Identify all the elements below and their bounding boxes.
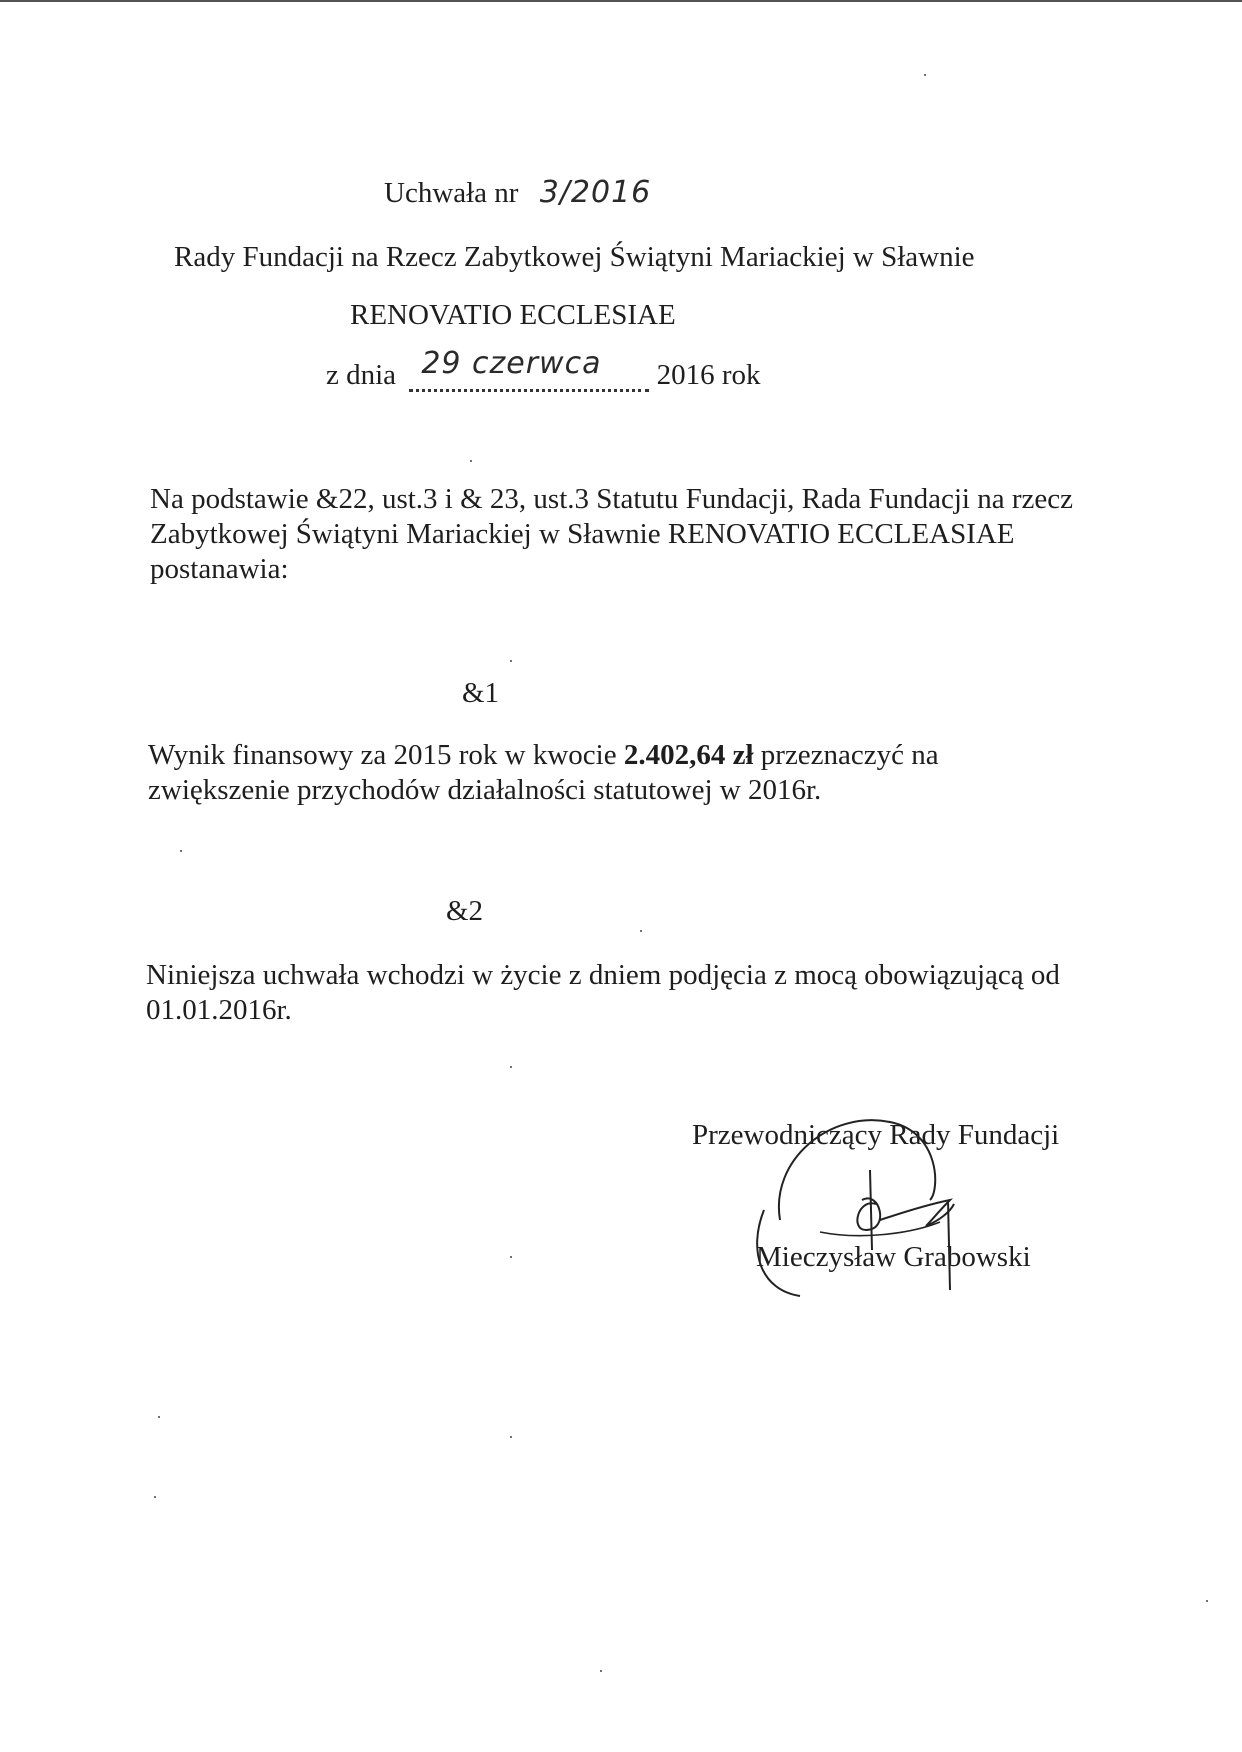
scan-speck (180, 850, 182, 852)
scan-speck (154, 1496, 156, 1498)
date-handwritten: 29 czerwca (421, 346, 602, 381)
resolution-number-handwritten: 3/2016 (539, 175, 652, 210)
section-1-line-2: zwiększenie przychodów działalności statutowej w 2016r. (148, 774, 822, 806)
date-prefix: z dnia (326, 359, 397, 391)
date-fill-line (409, 346, 649, 392)
section-1-line-1 (148, 738, 939, 773)
scan-speck (600, 1670, 602, 1672)
handwritten-signature (740, 1100, 980, 1300)
section-1-text-before: Wynik finansowy za 2015 rok w kwocie (148, 739, 617, 771)
section-1-heading: &1 (462, 677, 500, 709)
section-1-amount: 2.402,64 zł (623, 739, 754, 771)
preamble-line-2: Zabytkowej Świątyni Mariackiej w Sławnie RENOVATIO ECCLEASIAE (150, 518, 1015, 550)
section-2-body (146, 958, 1060, 1028)
section-1-text-after: przeznaczyć na (760, 739, 939, 771)
scan-speck (510, 1436, 512, 1438)
scan-speck (510, 1066, 512, 1068)
date-suffix: 2016 rok (656, 359, 761, 391)
scan-speck (510, 660, 512, 662)
scan-speck (470, 460, 472, 462)
resolution-title (384, 176, 651, 210)
scan-speck (1206, 1600, 1208, 1602)
scan-speck (924, 74, 926, 76)
resolution-title-prefix: Uchwała nr (384, 177, 519, 209)
resolution-issuer: Rady Fundacji na Rzecz Zabytkowej Świątyni Mariackiej w Sławnie (174, 241, 975, 273)
scan-speck (640, 930, 642, 932)
scan-speck (510, 1256, 512, 1258)
signatory-name: Mieczysław Grabowski (756, 1241, 1031, 1273)
preamble-line-1: Na podstawie &22, ust.3 i & 23, ust.3 Statutu Fundacji, Rada Fundacji na rzecz (150, 483, 1074, 515)
section-2-line-1: Niniejsza uchwała wchodzi w życie z dniem podjęcia z mocą obowiązującą od (146, 959, 1060, 991)
foundation-name: RENOVATIO ECCLESIAE (350, 299, 676, 331)
section-2-heading: &2 (446, 895, 484, 927)
scan-speck (158, 1416, 160, 1418)
section-1-body (148, 738, 939, 808)
signatory-role: Przewodniczący Rady Fundacji (692, 1119, 1060, 1151)
preamble (150, 482, 1073, 587)
preamble-line-3: postanawia: (150, 553, 289, 585)
section-2-line-2: 01.01.2016r. (146, 994, 292, 1026)
scan-edge-line (0, 0, 1242, 2)
resolution-date (326, 346, 761, 392)
